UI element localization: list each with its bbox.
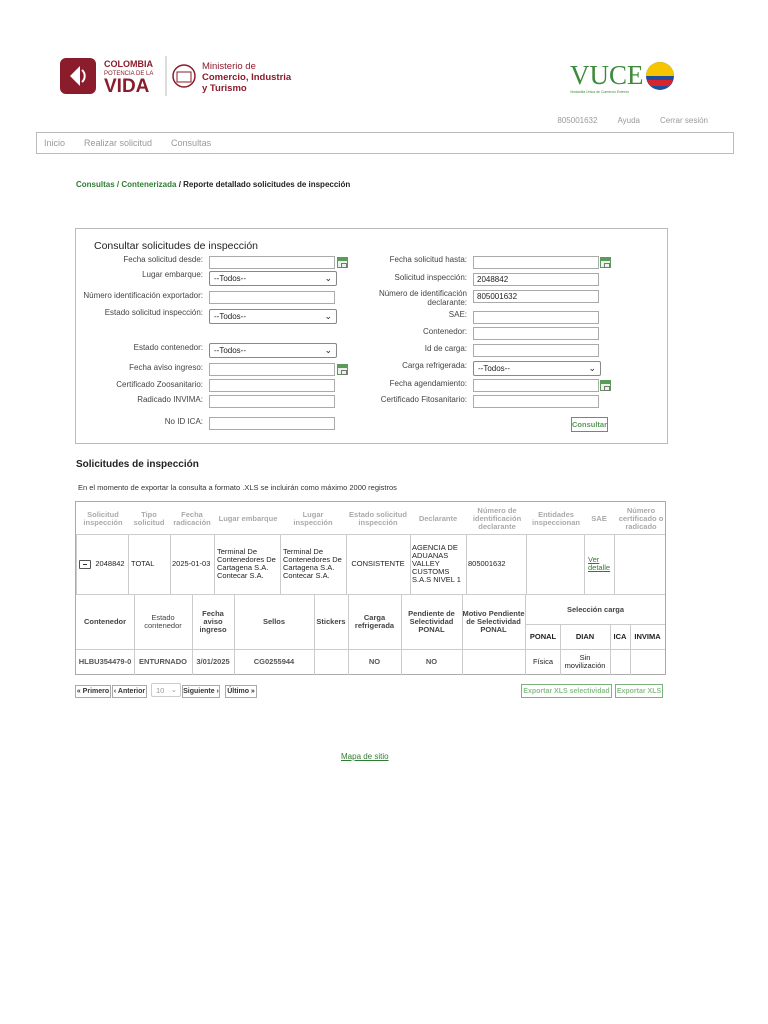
svg-text:y Turismo: y Turismo [202, 83, 247, 94]
label-num-id-declarante [379, 289, 467, 307]
th-dian: DIAN [575, 631, 595, 641]
label-no-id-ica: No ID ICA: [164, 417, 203, 426]
label-carga-refrigerada: Carga refrigerada: [402, 361, 467, 370]
solicitud-inspeccion-input[interactable]: 2048842 [473, 273, 599, 286]
sae-input[interactable] [473, 311, 599, 324]
logout-link[interactable]: Cerrar sesión [659, 116, 708, 125]
cell-estado: CONSISTENTE [351, 559, 405, 568]
breadcrumb-sep: / [114, 180, 122, 189]
results-table [75, 501, 666, 675]
th-fecha: Fecha radicación [173, 510, 211, 527]
label-fecha-agendamiento: Fecha agendamiento: [389, 379, 467, 388]
fecha-hasta-input[interactable] [473, 256, 599, 269]
th-declarante: Declarante [418, 514, 458, 523]
select-value: --Todos-- [214, 274, 247, 283]
cell-dian: Sin movilización [564, 653, 606, 670]
help-link[interactable]: Ayuda [617, 116, 640, 125]
select-value: --Todos-- [478, 364, 511, 373]
export-xls-button[interactable]: Exportar XLS [615, 684, 663, 698]
id-carga-input[interactable] [473, 344, 599, 357]
breadcrumb [76, 180, 350, 189]
num-id-declarante-input[interactable]: 805001632 [473, 290, 599, 303]
cell-lugar-embarque: Terminal De Contenedores De Cartagena S.A. Contecar S.A. [217, 547, 276, 580]
calendar-icon[interactable] [337, 257, 348, 268]
nav-consultas[interactable]: Consultas [171, 138, 212, 148]
chevron-down-icon: ⌄ [588, 363, 596, 373]
label-line: Número de identificación [378, 289, 467, 298]
cell-declarante: AGENCIA DE ADUANAS VALLEY CUSTOMS S.A.S NIVEL 1 [412, 543, 461, 584]
th-carga-refrigerada: Carga refrigerada [354, 613, 395, 630]
colombia-ministry-logo [60, 54, 300, 98]
svg-text:Ministerio de: Ministerio de [202, 61, 256, 72]
label-sae: SAE: [448, 310, 467, 319]
th-pendiente-ponal: Pendiente de Selectividad PONAL [408, 609, 455, 634]
breadcrumb-consultas[interactable]: Consultas [76, 180, 115, 189]
contenedor-input[interactable] [473, 327, 599, 340]
ver-detalle-link[interactable] [585, 534, 614, 594]
consultar-button[interactable]: Consultar [571, 417, 608, 432]
th-motivo-ponal: Motivo Pendiente de Selectividad PONAL [462, 609, 525, 634]
th-stickers: Stickers [316, 617, 346, 626]
cell-fecha-aviso: 3/01/2025 [196, 657, 230, 666]
search-form [75, 228, 668, 444]
svg-text:COLOMBIA: COLOMBIA [104, 59, 153, 69]
export-note: En el momento de exportar la consulta a formato .XLS se incluirán como máximo 2000 registros [78, 483, 397, 492]
main-nav [36, 132, 734, 154]
cell-entidades [526, 534, 584, 594]
fecha-desde-input[interactable] [209, 256, 335, 269]
th-estado-contenedor: Estado contenedor [144, 613, 182, 630]
calendar-icon[interactable] [337, 364, 348, 375]
th-num-id: Número de identificación declarante [472, 506, 522, 531]
label-radicado-invima: Radicado INVIMA: [137, 395, 203, 404]
th-solicitud: Solicitud inspección [83, 510, 123, 527]
form-title: Consultar solicitudes de inspección [94, 240, 259, 252]
first-page-button[interactable]: « Primero [75, 685, 111, 698]
breadcrumb-contenerizada[interactable]: Contenerizada [121, 180, 177, 189]
label-id-carga: Id de carga: [424, 344, 467, 353]
label-cert-zoo: Certificado Zoosanitario: [116, 380, 203, 389]
select-value: --Todos-- [214, 312, 247, 321]
svg-text:POTENCIA DE LA: POTENCIA DE LA [104, 71, 154, 77]
fecha-agendamiento-input[interactable] [473, 379, 599, 392]
cell-motivo [462, 649, 525, 675]
breadcrumb-current: Reporte detallado solicitudes de inspección [183, 180, 351, 189]
label-cert-fito: Certificado Fitosanitario: [380, 395, 467, 404]
lugar-embarque-select[interactable] [209, 271, 337, 286]
cell-num-id: 805001632 [468, 559, 506, 568]
divider [76, 534, 77, 594]
export-xls-selectividad-button[interactable]: Exportar XLS selectividad [521, 684, 612, 698]
cert-zoo-input[interactable] [209, 379, 335, 392]
user-id: 805001632 [557, 116, 598, 125]
cell-ica [610, 649, 630, 675]
label-line: declarante: [427, 298, 467, 307]
estado-solicitud-select[interactable] [209, 309, 337, 324]
label-fecha-hasta: Fecha solicitud hasta: [389, 255, 467, 264]
chevron-down-icon: ⌄ [170, 685, 177, 694]
cell-carga-refrigerada: NO [368, 657, 381, 666]
cell-tipo: TOTAL [131, 559, 155, 568]
ver-detalle-text[interactable]: Ver detalle [588, 555, 611, 572]
th-lugar-embarque: Lugar embarque [218, 514, 278, 523]
page-size-select[interactable] [151, 683, 181, 697]
label-num-id-exportador: Número identificación exportador: [83, 291, 203, 300]
cell-estado-contenedor: ENTURNADO [139, 657, 187, 666]
breadcrumb-sep: / [176, 180, 184, 189]
svg-text:VUCE: VUCE [570, 60, 644, 90]
th-num-cert: Número certificado o radicado [618, 506, 664, 531]
th-estado: Estado solicitud inspección [349, 510, 407, 527]
calendar-icon[interactable] [600, 257, 611, 268]
num-id-exportador-input[interactable] [209, 291, 335, 304]
prev-page-button[interactable]: ‹ Anterior [112, 685, 147, 698]
calendar-icon[interactable] [600, 380, 611, 391]
th-seleccion-carga: Selección carga [566, 604, 625, 614]
cell-contenedor: HLBU354479-0 [78, 657, 132, 666]
estado-contenedor-select[interactable] [209, 343, 337, 358]
th-lugar-inspeccion: Lugar inspección [293, 510, 333, 527]
no-id-ica-input[interactable] [209, 417, 335, 430]
select-value: --Todos-- [214, 346, 247, 355]
th-entidades: Entidades inspeccionan [532, 510, 580, 527]
nav-realizar-solicitud[interactable]: Realizar solicitud [84, 138, 153, 148]
th-ponal: PONAL [529, 631, 557, 641]
label-fecha-desde: Fecha solicitud desde: [123, 255, 203, 264]
user-bar [557, 116, 708, 125]
th-ica: ICA [613, 631, 627, 641]
cell-fecha: 2025-01-03 [172, 559, 211, 568]
next-page-button[interactable]: Siguiente › [182, 685, 220, 698]
nav-inicio[interactable]: Inicio [44, 138, 66, 148]
label-estado-solicitud: Estado solicitud inspección: [104, 308, 203, 317]
radicado-invima-input[interactable] [209, 395, 335, 408]
svg-text:VIDA: VIDA [104, 76, 150, 97]
label-solicitud-inspeccion: Solicitud inspección: [394, 273, 467, 282]
label-contenedor: Contenedor: [422, 327, 467, 336]
label-fecha-aviso: Fecha aviso ingreso: [129, 363, 203, 372]
cell-solicitud: 2048842 [95, 559, 125, 568]
th-contenedor: Contenedor [83, 617, 127, 626]
sitemap-link[interactable]: Mapa de sitio [341, 752, 389, 761]
chevron-down-icon: ⌄ [324, 345, 332, 355]
th-tipo: Tipo solicitud [133, 510, 165, 527]
chevron-down-icon: ⌄ [324, 311, 332, 321]
svg-text:Ventanilla Única de Comercio E: Ventanilla Única de Comercio Exterior [570, 90, 629, 94]
carga-refrigerada-select[interactable] [473, 361, 601, 376]
cert-fito-input[interactable] [473, 395, 599, 408]
cell-lugar-inspeccion: Terminal De Contenedores De Cartagena S.A. Contecar S.A. [283, 547, 342, 580]
chevron-down-icon: ⌄ [324, 273, 332, 283]
cell-pendiente: NO [425, 657, 438, 666]
label-lugar-embarque: Lugar embarque: [142, 270, 203, 279]
page-size-value: 10 [156, 686, 165, 695]
th-invima: INVIMA [634, 631, 661, 641]
cell-ponal: Física [532, 657, 553, 666]
results-title: Solicitudes de inspección [76, 459, 199, 470]
cell-invima [630, 649, 665, 675]
cell-num-cert [614, 534, 665, 594]
th-fecha-aviso: Fecha aviso ingreso [199, 609, 227, 634]
th-sellos: Sellos [262, 617, 286, 626]
fecha-aviso-input[interactable] [209, 363, 335, 376]
cell-stickers [314, 649, 348, 675]
svg-text:Comercio, Industria: Comercio, Industria [202, 72, 292, 83]
th-sae: SAE [591, 514, 607, 523]
last-page-button[interactable]: Último » [225, 685, 257, 698]
vuce-logo [568, 56, 680, 96]
cell-sellos: CG0255944 [253, 657, 295, 666]
label-estado-contenedor: Estado contenedor: [133, 343, 203, 352]
expand-row-icon[interactable] [79, 560, 91, 569]
